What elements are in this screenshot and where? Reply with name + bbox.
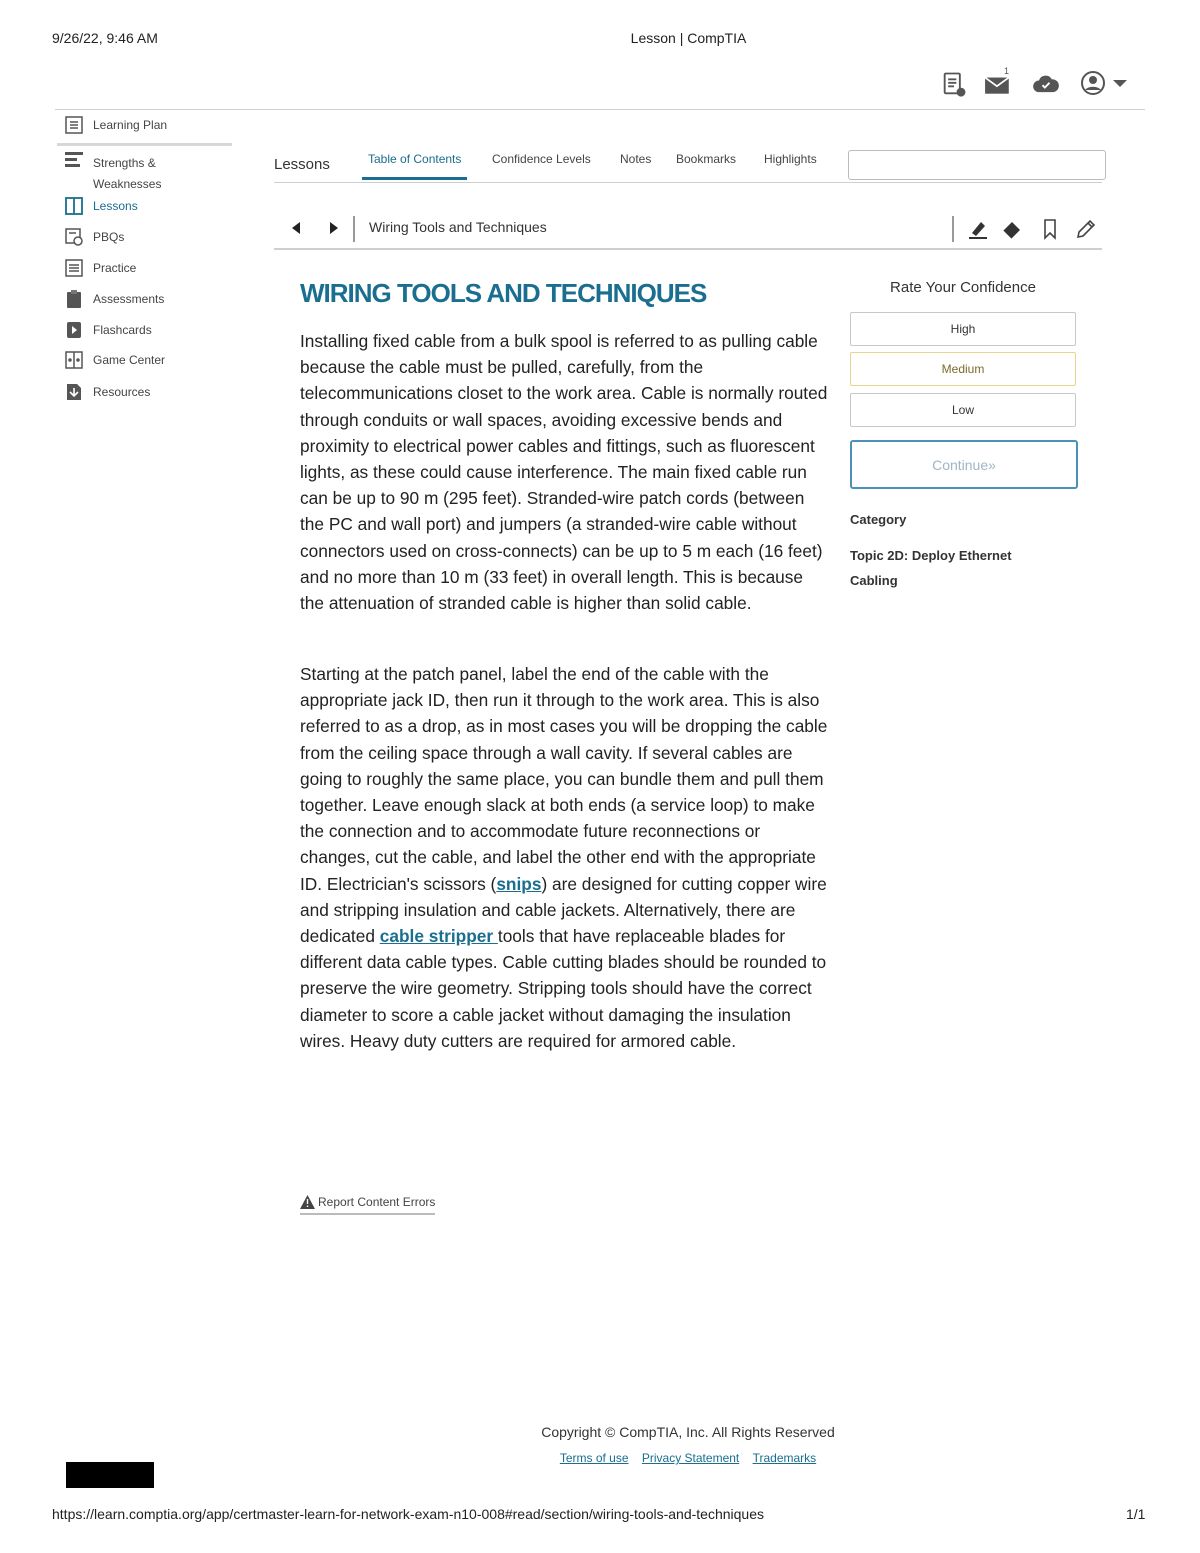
lessons-icon bbox=[64, 196, 84, 216]
header-divider bbox=[55, 109, 1145, 110]
sidebar-item-flashcards[interactable] bbox=[64, 320, 152, 340]
sidebar-item-label-2: Weaknesses bbox=[93, 177, 162, 191]
mail-icon[interactable] bbox=[984, 66, 1012, 98]
sidebar-item-label: Resources bbox=[93, 385, 151, 399]
category-value: Topic 2D: Deploy Ethernet Cabling bbox=[850, 548, 1012, 588]
confidence-high-button[interactable]: High bbox=[850, 312, 1076, 346]
sidebar-item-label: Practice bbox=[93, 261, 137, 275]
tab-bookmarks[interactable]: Bookmarks bbox=[676, 152, 737, 166]
tab-confidence-levels[interactable]: Confidence Levels bbox=[492, 152, 591, 166]
prev-arrow-icon[interactable] bbox=[289, 220, 303, 236]
sidebar-item-practice[interactable] bbox=[64, 258, 136, 278]
pencil-icon[interactable] bbox=[1074, 217, 1098, 241]
eraser-icon[interactable] bbox=[1000, 217, 1024, 241]
lesson-paragraph-2 bbox=[300, 661, 828, 1054]
tab-highlights[interactable]: Highlights bbox=[764, 152, 817, 166]
game-center-icon bbox=[64, 350, 84, 370]
report-label: Report Content Errors bbox=[318, 1195, 436, 1209]
sidebar-item-resources[interactable] bbox=[64, 382, 150, 402]
privacy-statement-link[interactable]: Privacy Statement bbox=[641, 1451, 740, 1465]
learning-plan-icon bbox=[64, 115, 84, 135]
sidebar-item-strengths[interactable] bbox=[64, 150, 161, 195]
notes-icon[interactable] bbox=[940, 70, 968, 98]
lesson-nav bbox=[274, 212, 1102, 250]
section-title: Wiring Tools and Techniques bbox=[369, 219, 547, 235]
sidebar-item-label: Strengths & bbox=[93, 156, 156, 170]
paragraph-text: tools that have replaceable blades for different data cable types. Cable cutting blades should be rounded to preserve the wire geometry. Stripping tools should have the correct diameter to score a cable jacket without damaging the insulation wires. Heavy duty cutters are required for armored cable. bbox=[300, 926, 827, 1051]
sidebar-item-label: Game Center bbox=[93, 353, 166, 367]
assessments-icon bbox=[64, 289, 84, 309]
sidebar-item-lessons[interactable] bbox=[64, 196, 138, 216]
sidebar-item-assessments[interactable] bbox=[64, 289, 164, 309]
bookmark-icon[interactable] bbox=[1038, 217, 1062, 241]
tools-divider bbox=[952, 216, 954, 242]
user-icon[interactable] bbox=[1080, 70, 1128, 98]
lessons-label: Lessons bbox=[274, 156, 330, 173]
print-page-number: 1/1 bbox=[1126, 1506, 1146, 1522]
sidebar-item-label: Assessments bbox=[93, 292, 165, 306]
warning-icon bbox=[300, 1195, 315, 1209]
sidebar-item-label: Lessons bbox=[93, 199, 138, 213]
trademarks-link[interactable]: Trademarks bbox=[752, 1451, 817, 1465]
pbqs-icon bbox=[64, 227, 84, 247]
mail-badge: 1 bbox=[1004, 66, 1010, 76]
footer-links bbox=[400, 1451, 976, 1465]
highlighter-icon[interactable] bbox=[966, 217, 990, 241]
redaction-box bbox=[66, 1462, 154, 1488]
cable-stripper-link[interactable]: cable stripper bbox=[379, 926, 498, 947]
nav-divider bbox=[353, 216, 355, 242]
terms-of-use-link[interactable]: Terms of use bbox=[559, 1451, 629, 1465]
continue-button[interactable]: Continue» bbox=[850, 440, 1078, 489]
sidebar-item-game-center[interactable] bbox=[64, 350, 165, 370]
category-label: Category bbox=[850, 512, 907, 527]
flashcards-icon bbox=[64, 320, 84, 340]
sidebar-item-label: Flashcards bbox=[93, 323, 152, 337]
confidence-low-button[interactable]: Low bbox=[850, 393, 1076, 427]
sidebar-divider bbox=[57, 143, 232, 146]
paragraph-text: ) are designed for cutting copper wire and stripping insulation and cable jackets. Alternatively, there are dedicated bbox=[300, 873, 827, 947]
lesson-tabs bbox=[274, 146, 1102, 183]
practice-icon bbox=[64, 258, 84, 278]
copyright: Copyright © CompTIA, Inc. All Rights Reserved bbox=[541, 1424, 835, 1440]
cloud-icon[interactable] bbox=[1032, 70, 1060, 98]
sidebar-item-label: PBQs bbox=[93, 230, 125, 244]
lesson-paragraph-1: Installing fixed cable from a bulk spool is referred to as pulling cable because the cable must be pulled, carefully, from the telecommunications closet to the work area. Cable is normally routed through conduits or wall spaces, avoiding excessive bends and proximity to electrical power cables and fittings, such as fluorescent lights, as these could cause interference. The main fixed cable run can be up to 90 m (295 feet). Stranded-wire patch cords (between the PC and wall port) and jumpers (a stranded-wire cable without connectors used on cross-connects) can be up to 5 m each (16 feet) and no more than 10 m (33 feet) in overall length. This is because the attenuation of stranded cable is higher than solid cable. bbox=[300, 331, 828, 614]
rate-confidence-title: Rate Your Confidence bbox=[890, 279, 1036, 296]
lesson-title: WIRING TOOLS AND TECHNIQUES bbox=[300, 278, 707, 308]
sidebar-item-label: Learning Plan bbox=[93, 118, 168, 132]
strengths-icon bbox=[64, 150, 84, 170]
tab-table-of-contents[interactable]: Table of Contents bbox=[362, 152, 467, 180]
search-input[interactable] bbox=[848, 150, 1106, 180]
sidebar-item-learning-plan[interactable] bbox=[64, 115, 167, 135]
tab-notes[interactable]: Notes bbox=[620, 152, 652, 166]
print-url: https://learn.comptia.org/app/certmaster-learn-for-network-exam-n10-008#read/section/wiring-tools-and-techniques bbox=[52, 1506, 765, 1522]
print-datetime: 9/26/22, 9:46 AM bbox=[52, 30, 158, 46]
snips-link[interactable]: snips bbox=[496, 873, 542, 894]
next-arrow-icon[interactable] bbox=[327, 220, 341, 236]
sidebar-item-pbqs[interactable] bbox=[64, 227, 124, 247]
resources-icon bbox=[64, 382, 84, 402]
report-content-errors[interactable] bbox=[300, 1195, 435, 1215]
print-title: Lesson | CompTIA bbox=[630, 30, 747, 46]
paragraph-text: Starting at the patch panel, label the end of the cable with the appropriate jack ID, then run it through to the work area. This is also referred to as a drop, as in most cases you will be dropping the cable from the ceiling space through a wall cavity. If several cables are going to roughly the same place, you can bundle them and pull them together. Leave enough slack at both ends (a service loop) to make the connection and to accommodate future reconnections or changes, cut the cable, and label the other end with the appropriate ID. Electrician's scissors ( bbox=[300, 664, 828, 894]
confidence-medium-button[interactable]: Medium bbox=[850, 352, 1076, 386]
